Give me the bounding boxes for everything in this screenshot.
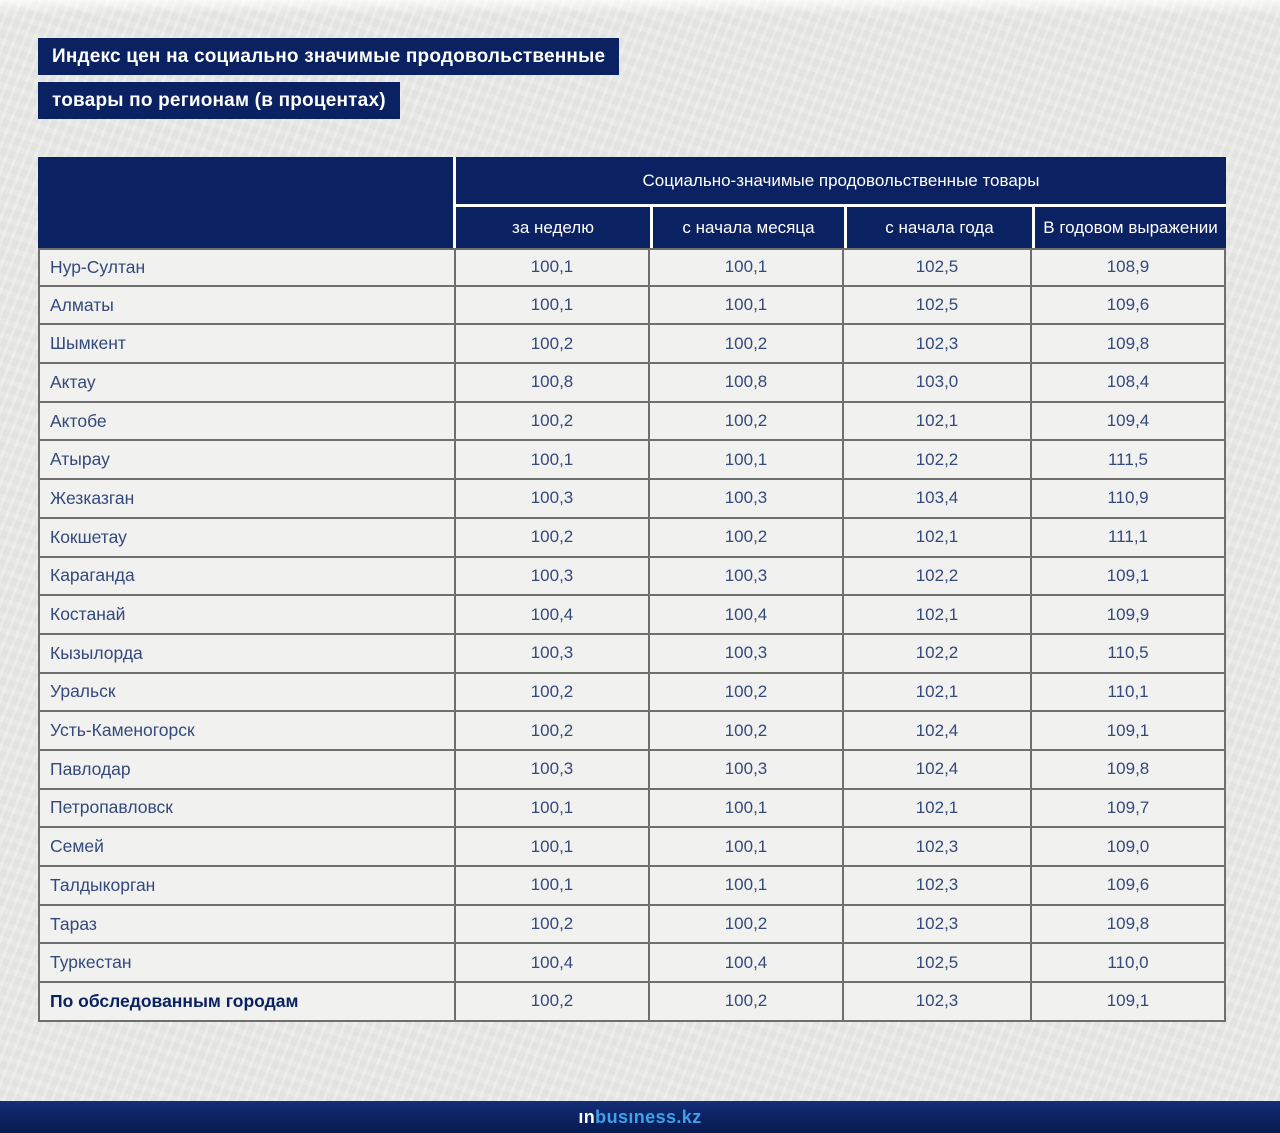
table-row [38, 519, 1226, 558]
value-cell: 110,0 [1032, 944, 1226, 983]
value-cell: 109,1 [1032, 983, 1226, 1022]
table-row [38, 364, 1226, 403]
table-row [38, 248, 1226, 287]
value-cell: 100,2 [650, 906, 844, 945]
logo-prefix: ın [578, 1107, 596, 1127]
group-header-row [38, 157, 1226, 207]
table-row-total [38, 983, 1226, 1022]
logo-suffix: busıness.kz [595, 1107, 702, 1127]
value-cell: 100,1 [456, 790, 650, 829]
value-cell: 102,3 [844, 325, 1032, 364]
value-cell: 109,6 [1032, 867, 1226, 906]
value-cell: 100,1 [650, 828, 844, 867]
table-row [38, 712, 1226, 751]
value-cell: 102,3 [844, 983, 1032, 1022]
table-row [38, 790, 1226, 829]
page-title [38, 38, 619, 126]
value-cell: 109,7 [1032, 790, 1226, 829]
value-cell: 102,2 [844, 441, 1032, 480]
value-cell: 100,2 [456, 519, 650, 558]
corner-header-cell [38, 157, 456, 248]
value-cell: 100,1 [456, 287, 650, 326]
value-cell: 102,1 [844, 596, 1032, 635]
page-title-line-1: Индекс цен на социально значимые продовольственные [38, 38, 619, 75]
table-row [38, 403, 1226, 442]
table-row [38, 325, 1226, 364]
value-cell: 109,1 [1032, 712, 1226, 751]
value-cell: 100,3 [650, 480, 844, 519]
value-cell: 109,4 [1032, 403, 1226, 442]
value-cell: 109,9 [1032, 596, 1226, 635]
value-cell: 109,8 [1032, 325, 1226, 364]
value-cell: 100,2 [650, 519, 844, 558]
value-cell: 100,3 [456, 558, 650, 597]
region-label: По обследованным городам [38, 983, 456, 1022]
value-cell: 100,1 [456, 867, 650, 906]
value-cell: 102,1 [844, 519, 1032, 558]
table-row [38, 828, 1226, 867]
value-cell: 100,1 [650, 287, 844, 326]
region-label: Петропавловск [38, 790, 456, 829]
value-cell: 108,4 [1032, 364, 1226, 403]
value-cell: 100,2 [650, 325, 844, 364]
value-cell: 100,4 [650, 944, 844, 983]
value-cell: 109,8 [1032, 751, 1226, 790]
region-label: Актау [38, 364, 456, 403]
table-body [38, 248, 1226, 1022]
table-row [38, 635, 1226, 674]
column-header-month: с начала месяца [650, 207, 844, 248]
value-cell: 102,2 [844, 635, 1032, 674]
region-label: Кызылорда [38, 635, 456, 674]
value-cell: 100,2 [650, 403, 844, 442]
value-cell: 100,8 [456, 364, 650, 403]
value-cell: 102,5 [844, 248, 1032, 287]
price-index-table [38, 157, 1226, 1022]
table-row [38, 441, 1226, 480]
value-cell: 100,1 [456, 441, 650, 480]
value-cell: 102,4 [844, 751, 1032, 790]
value-cell: 108,9 [1032, 248, 1226, 287]
region-label: Актобе [38, 403, 456, 442]
value-cell: 100,1 [456, 248, 650, 287]
region-label: Атырау [38, 441, 456, 480]
value-cell: 100,4 [456, 596, 650, 635]
value-cell: 100,3 [650, 751, 844, 790]
table-row [38, 944, 1226, 983]
value-cell: 102,1 [844, 790, 1032, 829]
table-row [38, 287, 1226, 326]
table-row [38, 751, 1226, 790]
table-header [38, 157, 1226, 248]
value-cell: 100,3 [456, 480, 650, 519]
value-cell: 109,0 [1032, 828, 1226, 867]
value-cell: 100,3 [456, 751, 650, 790]
value-cell: 100,1 [650, 248, 844, 287]
value-cell: 109,8 [1032, 906, 1226, 945]
value-cell: 102,2 [844, 558, 1032, 597]
value-cell: 100,2 [456, 983, 650, 1022]
value-cell: 102,4 [844, 712, 1032, 751]
table-row [38, 867, 1226, 906]
value-cell: 102,3 [844, 906, 1032, 945]
column-header-week: за неделю [456, 207, 650, 248]
value-cell: 100,4 [650, 596, 844, 635]
region-label: Караганда [38, 558, 456, 597]
region-label: Жезказган [38, 480, 456, 519]
table-row [38, 906, 1226, 945]
region-label: Костанай [38, 596, 456, 635]
region-label: Семей [38, 828, 456, 867]
value-cell: 100,3 [456, 635, 650, 674]
value-cell: 100,4 [456, 944, 650, 983]
footer-bar [0, 1101, 1280, 1133]
value-cell: 100,3 [650, 558, 844, 597]
table-row [38, 480, 1226, 519]
value-cell: 100,2 [650, 983, 844, 1022]
value-cell: 100,2 [456, 403, 650, 442]
value-cell: 100,1 [650, 441, 844, 480]
value-cell: 102,5 [844, 287, 1032, 326]
value-cell: 102,3 [844, 867, 1032, 906]
value-cell: 100,1 [650, 867, 844, 906]
value-cell: 103,4 [844, 480, 1032, 519]
value-cell: 110,5 [1032, 635, 1226, 674]
region-label: Усть-Каменогорск [38, 712, 456, 751]
region-label: Тараз [38, 906, 456, 945]
value-cell: 102,1 [844, 674, 1032, 713]
region-label: Алматы [38, 287, 456, 326]
region-label: Павлодар [38, 751, 456, 790]
value-cell: 100,2 [456, 906, 650, 945]
value-cell: 100,2 [456, 674, 650, 713]
region-label: Туркестан [38, 944, 456, 983]
page-title-line-2: товары по регионам (в процентах) [38, 82, 400, 119]
column-header-year: с начала года [844, 207, 1032, 248]
column-header-annual: В годовом выражении [1032, 207, 1226, 248]
value-cell: 102,1 [844, 403, 1032, 442]
region-label: Уральск [38, 674, 456, 713]
region-label: Кокшетау [38, 519, 456, 558]
group-header-cell: Социально-значимые продовольственные товары [456, 157, 1226, 207]
value-cell: 100,8 [650, 364, 844, 403]
value-cell: 100,2 [456, 712, 650, 751]
value-cell: 110,1 [1032, 674, 1226, 713]
value-cell: 110,9 [1032, 480, 1226, 519]
region-label: Нур-Султан [38, 248, 456, 287]
value-cell: 100,3 [650, 635, 844, 674]
value-cell: 100,1 [456, 828, 650, 867]
table-row [38, 674, 1226, 713]
table-row [38, 558, 1226, 597]
value-cell: 103,0 [844, 364, 1032, 403]
value-cell: 100,2 [650, 674, 844, 713]
value-cell: 109,6 [1032, 287, 1226, 326]
value-cell: 100,2 [650, 712, 844, 751]
value-cell: 102,3 [844, 828, 1032, 867]
value-cell: 100,1 [650, 790, 844, 829]
table-row [38, 596, 1226, 635]
value-cell: 102,5 [844, 944, 1032, 983]
value-cell: 111,5 [1032, 441, 1226, 480]
value-cell: 109,1 [1032, 558, 1226, 597]
inbusiness-logo [578, 1108, 701, 1126]
value-cell: 100,2 [456, 325, 650, 364]
region-label: Талдыкорган [38, 867, 456, 906]
region-label: Шымкент [38, 325, 456, 364]
value-cell: 111,1 [1032, 519, 1226, 558]
